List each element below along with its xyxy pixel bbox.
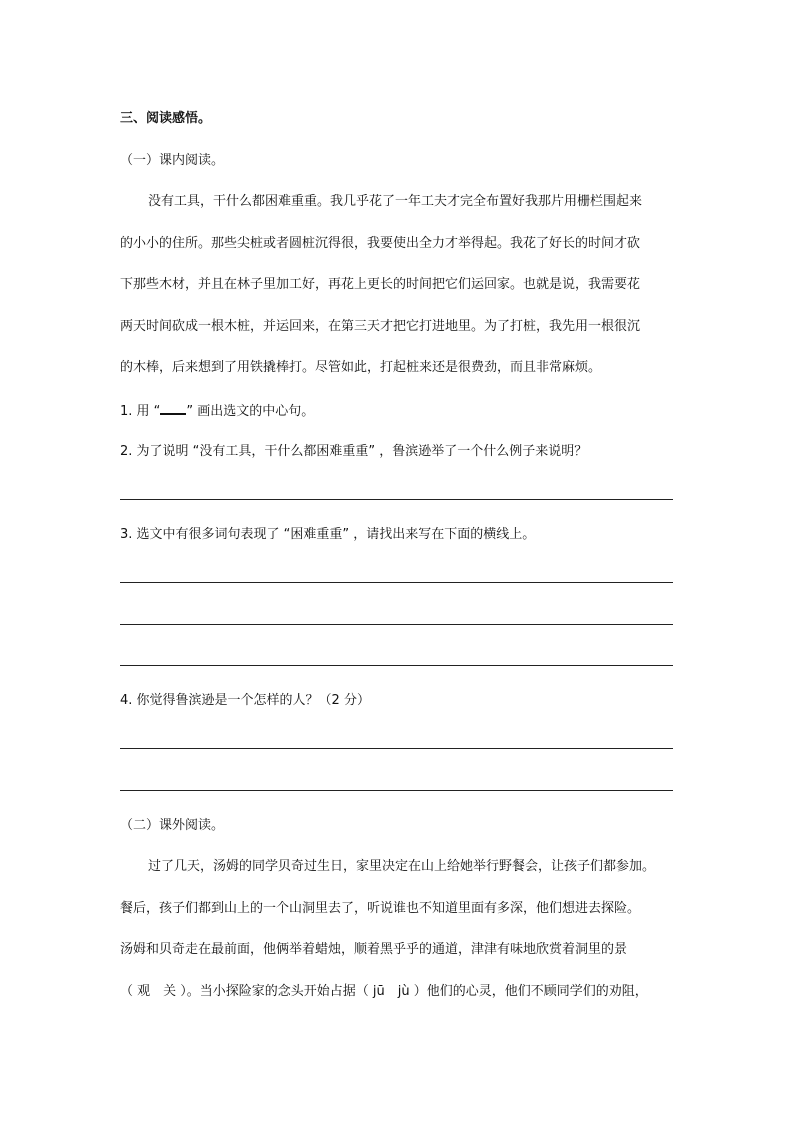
question-2: 2. 为了说明 “没有工具，干什么都困难重重” ，鲁滨逊举了一个什么例子来说明？	[120, 444, 588, 459]
answer-line[interactable]	[120, 748, 673, 749]
passage2-line: （ 观 关 ）。当小探险家的念头开始占据（ jū jù ）他们的心灵，他们不顾同学们的劝阻，	[120, 984, 648, 999]
underline-sample	[160, 401, 186, 415]
passage1-line: 两天时间砍成一根木桩，并运回来，在第三天才把它打进地里。为了打桩，我先用一根很沉	[120, 319, 641, 334]
passage1-line: 的小小的住所。那些尖桩或者圆桩沉得很，我要使出全力才举得起。我花了好长的时间才砍	[120, 236, 641, 251]
passage2-line: 餐后，孩子们都到山上的一个山洞里去了，听说谁也不知道里面有多深，他们想进去探险。	[120, 901, 641, 916]
passage2-line: 过了几天，汤姆的同学贝奇过生日，家里决定在山上给她举行野餐会，让孩子们都参加。	[148, 859, 656, 874]
question-4: 4. 你觉得鲁滨逊是一个怎样的人？（2 分）	[120, 693, 370, 708]
part1-heading: （一）课内阅读。	[120, 153, 225, 168]
question-3: 3. 选文中有很多词句表现了 “困难重重” ，请找出来写在下面的横线上。	[120, 527, 536, 542]
passage2-line: 汤姆和贝奇走在最前面，他俩举着蜡烛，顺着黑乎乎的通道，津津有味地欣赏着洞里的景	[120, 942, 628, 957]
answer-line[interactable]	[120, 790, 673, 791]
answer-line[interactable]	[120, 499, 673, 500]
question-1	[120, 401, 680, 421]
answer-line[interactable]	[120, 665, 673, 666]
section-title: 三、阅读感悟。	[120, 111, 212, 126]
passage1-line: 没有工具，干什么都困难重重。我几乎花了一年工夫才完全布置好我那片用栅栏围起来	[148, 194, 643, 209]
passage1-line: 的木棒，后来想到了用铁撬棒打。尽管如此，打起桩来还是很费劲，而且非常麻烦。	[120, 360, 602, 375]
question-1-prefix: 1. 用 “	[120, 404, 161, 419]
question-1-suffix: ” 画出选文的中心句。	[186, 404, 315, 419]
answer-line[interactable]	[120, 624, 673, 625]
passage1-line: 下那些木材，并且在林子里加工好，再花上更长的时间把它们运回家。也就是说，我需要花	[120, 277, 641, 292]
part2-heading: （二）课外阅读。	[120, 818, 225, 833]
answer-line[interactable]	[120, 582, 673, 583]
